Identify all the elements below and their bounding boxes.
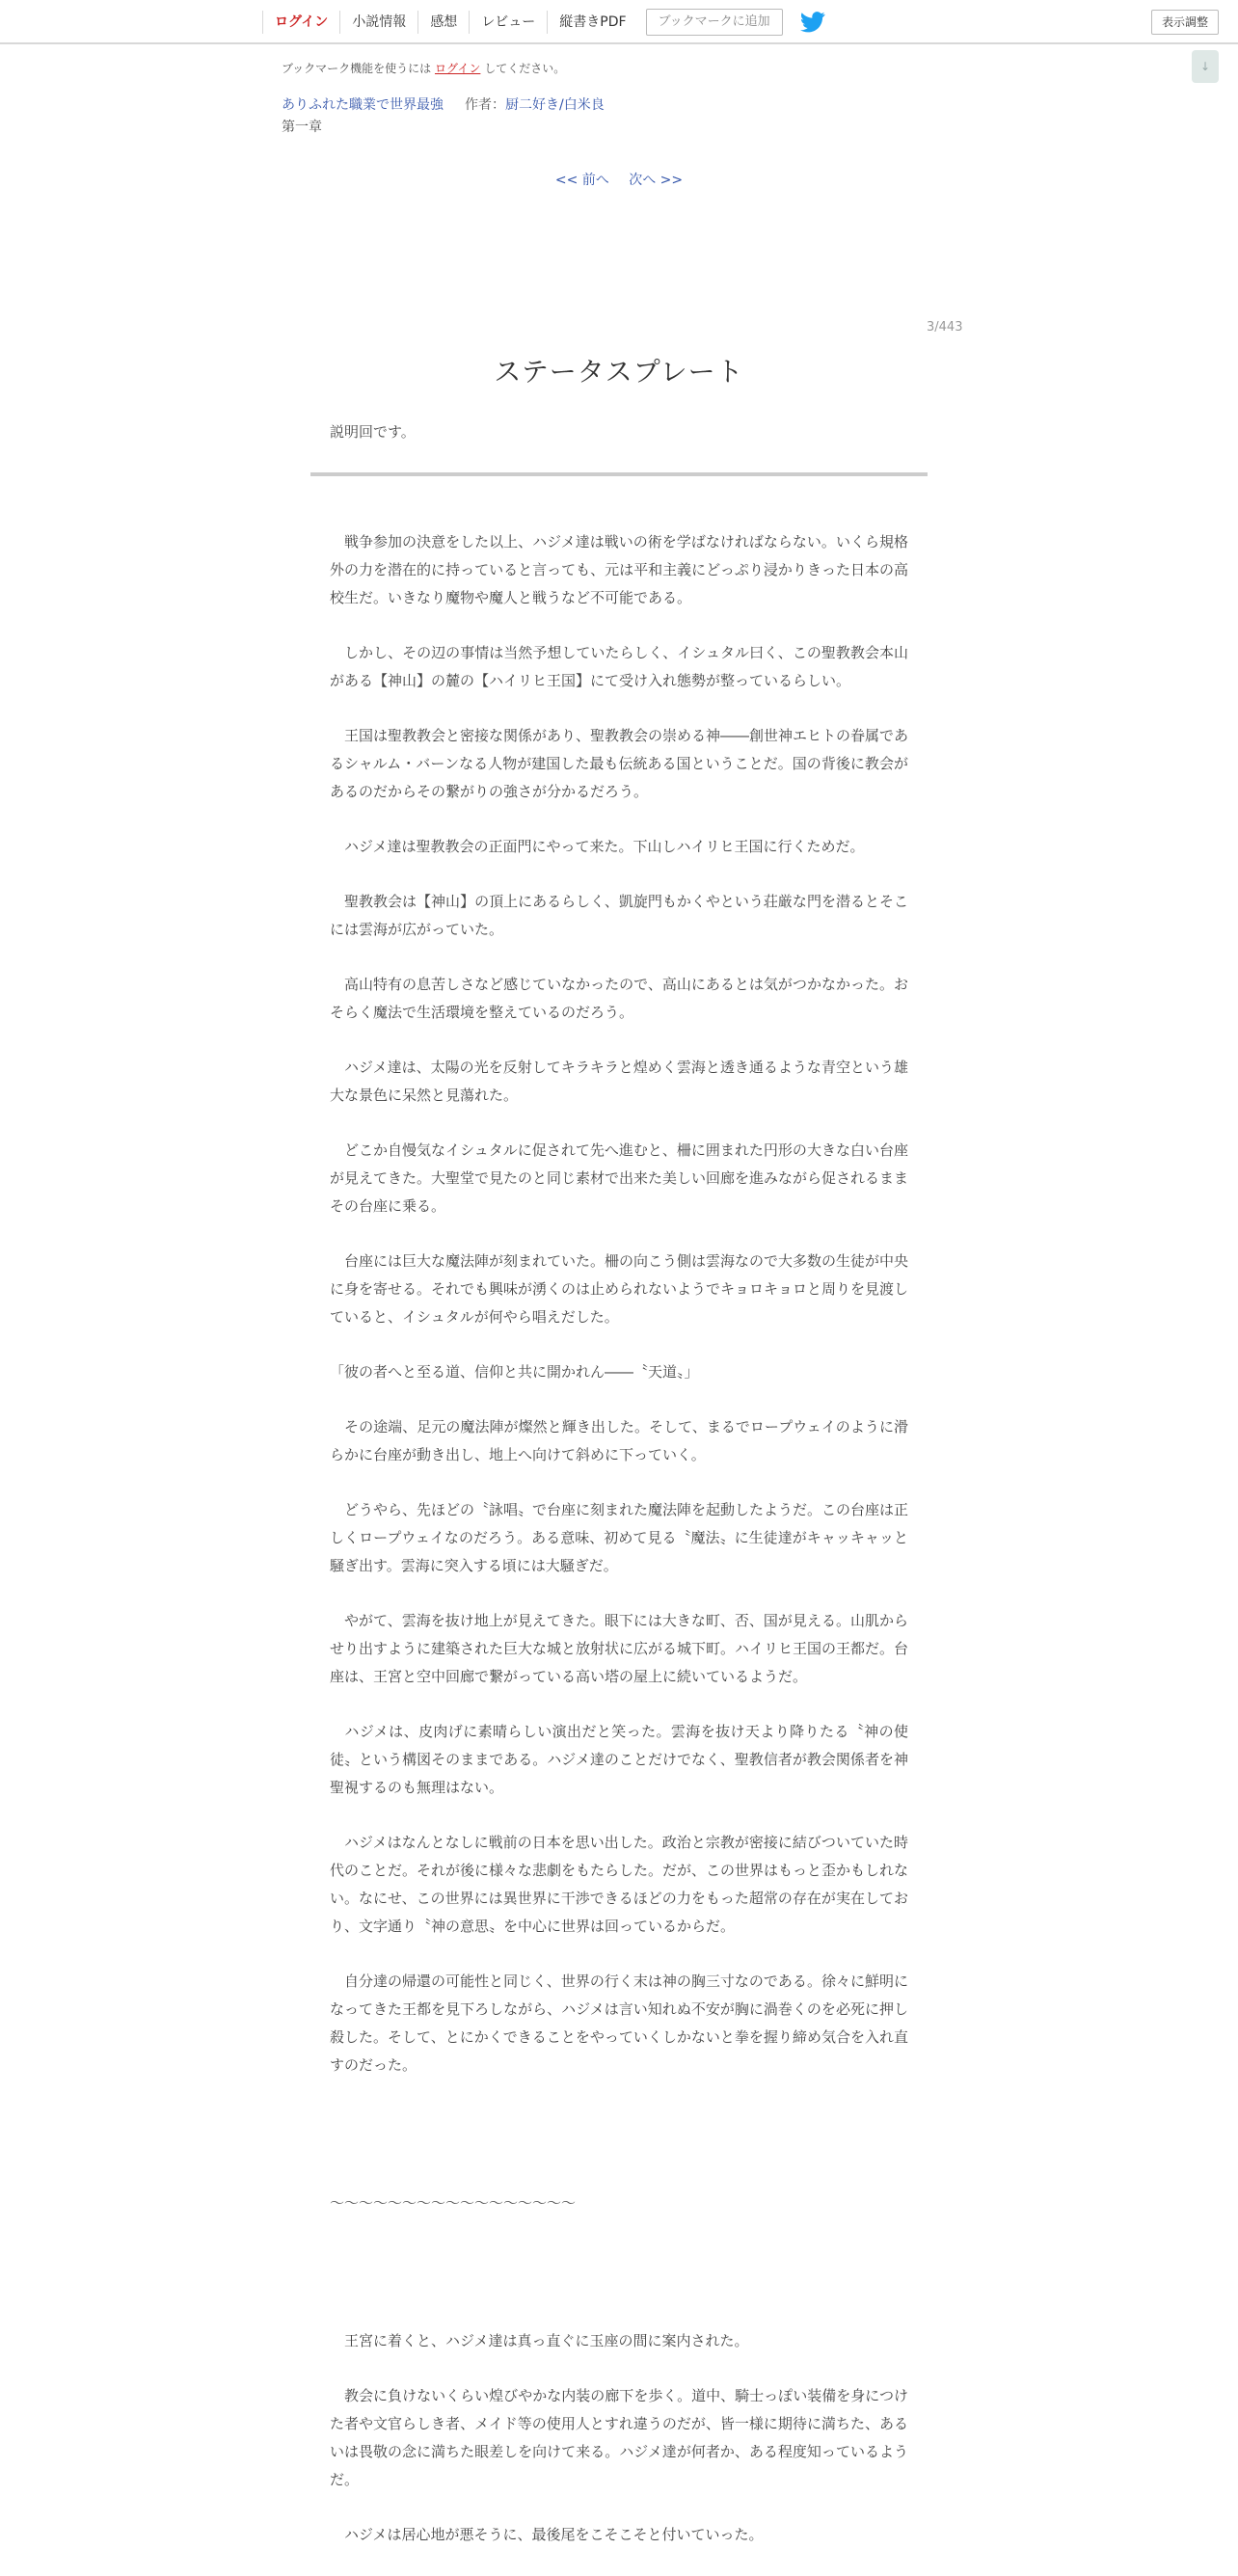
body-paragraph: 王宮に着くと、ハジメ達は真っ直ぐに玉座の間に案内された。 <box>330 2332 749 2349</box>
novel-info-link[interactable]: 小説情報 <box>339 11 417 34</box>
preface-divider <box>310 472 928 476</box>
body-paragraph: ハジメはなんとなしに戦前の日本を思い出した。政治と宗教が密接に結びついていた時代のことだ。それが後に様々な悲劇をもたらした。だが、この世界はもっと歪かもしれない。なにせ、この世界には異世界に干渉できるほどの力をもった超常の存在が実在しており、文字通り〝神の意思〟を中心に世界は回っているからだ。 <box>330 1834 909 1935</box>
login-note-prefix: ブックマーク機能を使うには <box>282 62 435 75</box>
add-bookmark-button[interactable]: ブックマークに追加 <box>646 9 783 36</box>
top-navigation-bar <box>0 0 1238 44</box>
body-paragraph: 高山特有の息苦しさなど感じていなかったので、高山にあるとは気がつかなかった。おそらく魔法で生活環境を整えているのだろう。 <box>330 976 908 1021</box>
chapter-label: 第一章 <box>282 120 322 135</box>
bookmark-login-note <box>282 60 565 76</box>
episode-title: ステータスプレート <box>494 356 744 388</box>
login-link[interactable]: ログイン <box>262 11 339 34</box>
login-note-link[interactable]: ログイン <box>434 62 481 75</box>
body-paragraph: 聖教教会は【神山】の頂上にあるらしく、凱旋門もかくやという荘厳な門を潜るとそこには雲海が広がっていた。 <box>330 893 908 938</box>
body-paragraph: ハジメ達は、太陽の光を反射してキラキラと煌めく雲海と透き通るような青空という雄大な景色に呆然と見蕩れた。 <box>330 1059 908 1104</box>
body-paragraph: ハジメ達は聖教教会の正面門にやって来た。下山しハイリヒ王国に行くためだ。 <box>330 838 865 855</box>
body-paragraph: どうやら、先ほどの〝詠唱〟で台座に刻まれた魔法陣を起動したようだ。この台座は正しくロープウェイなのだろう。ある意味、初めて見る〝魔法〟に生徒達がキャッキャッと騒ぎ出す。雲海に突入する頃には大騒ぎだ。 <box>330 1501 909 1574</box>
novel-meta-line <box>282 94 605 114</box>
body-paragraph: ハジメは、皮肉げに素晴らしい演出だと笑った。雲海を抜け天より降りたる〝神の使徒〟という構図そのままである。ハジメ達のことだけでなく、聖教信者が教会関係者を神聖視するのも無理はない。 <box>330 1723 908 1796</box>
main-nav <box>262 0 825 44</box>
body-paragraph: ハジメは居心地が悪そうに、最後尾をこそこそと付いていった。 <box>330 2526 764 2543</box>
body-paragraph: しかし、その辺の事情は当然予想していたらしく、イシュタル曰く、この聖教教会本山がある【神山】の麓の【ハイリヒ王国】にて受け入れ態勢が整っているらしい。 <box>330 644 908 689</box>
author-link[interactable]: 厨二好き/白米良 <box>505 97 605 113</box>
body-paragraph: その途端、足元の魔法陣が燦然と輝き出した。そして、まるでロープウェイのように滑らかに台座が動き出し、地上へ向けて斜めに下っていく。 <box>330 1418 908 1463</box>
body-paragraph: 王国は聖教教会と密接な関係があり、聖教教会の崇める神――創世神エヒトの眷属であるシャルム・バーンなる人物が建国した最も伝統ある国ということだ。国の背後に教会があるのだからその繋がりの強さが分かるだろう。 <box>330 727 909 800</box>
blank-line <box>330 2106 908 2162</box>
body-paragraph: 自分達の帰還の可能性と同じく、世界の行く末は神の胸三寸なのである。徐々に鮮明になってきた王都を見下ろしながら、ハジメは言い知れぬ不安が胸に渦巻くのを必死に押し殺した。そして、とにかくできることをやっていくしかないと拳を握り締め気合を入れ直すのだった。 <box>330 1972 908 2074</box>
prev-link[interactable]: << 前へ <box>554 173 609 188</box>
vertical-pdf-link[interactable]: 縦書きPDF <box>547 11 637 34</box>
scroll-down-tab[interactable]: ↓ <box>1192 50 1219 83</box>
body-paragraph: 台座には巨大な魔法陣が刻まれていた。柵の向こう側は雲海なので大多数の生徒が中央に身を寄せる。それでも興味が湧くのは止められないようでキョロキョロと周りを見渡していると、イシュタルが何やら唱えだした。 <box>330 1252 909 1326</box>
body-paragraph: どこか自慢気なイシュタルに促されて先へ進むと、柵に囲まれた円形の大きな白い台座が見えてきた。大聖堂で見たのと同じ素材で出来た美しい回廊を進みながら促されるままその台座に乗る。 <box>330 1141 909 1215</box>
chapter-pager <box>0 170 1238 189</box>
body-paragraph: 教会に負けないくらい煌びやかな内装の廊下を歩く。道中、騎士っぽい装備を身につけた者や文官らしき者、メイド等の使用人とすれ違うのだが、皆一様に期待に満ちた、あるいは畏敬の念に満ちた眼差しを向けて来る。ハジメ達が何者か、ある程度知っているようだ。 <box>330 2387 908 2488</box>
blank-line <box>330 2244 908 2300</box>
body-paragraph: やがて、雲海を抜け地上が見えてきた。眼下には大きな町、否、国が見える。山肌からせり出すように建築された巨大な城と放射状に広がる城下町。ハイリヒ王国の王都だ。台座は、王宮と空中回廊で繋がっている高い塔の屋上に続いているようだ。 <box>330 1612 909 1685</box>
episode-counter: 3/443 <box>927 320 963 335</box>
display-settings-button[interactable]: 表示調整 <box>1151 10 1219 35</box>
author-label: 作者： <box>465 97 505 113</box>
body-paragraph: 「彼の者へと至る道、信仰と共に開かれん――〝天道〟」 <box>330 1363 699 1381</box>
body-paragraph: ～～～～～～～～～～～～～～～～～ <box>330 2194 577 2212</box>
preface-text: 説明回です。 <box>330 423 416 441</box>
novel-body <box>330 528 908 2576</box>
twitter-icon[interactable] <box>800 12 825 33</box>
review-link[interactable]: レビュー <box>469 11 547 34</box>
impressions-link[interactable]: 感想 <box>417 11 469 34</box>
login-note-suffix: してください。 <box>480 62 566 75</box>
novel-title-link[interactable]: ありふれた職業で世界最強 <box>282 97 444 113</box>
next-link[interactable]: 次へ >> <box>629 173 684 188</box>
body-paragraph: 戦争参加の決意をした以上、ハジメ達は戦いの術を学ばなければならない。いくら規格外の力を潜在的に持っていると言っても、元は平和主義にどっぷり浸かりきった日本の高校生だ。いきなり魔物や魔人と戦うなど不可能である。 <box>330 533 908 606</box>
